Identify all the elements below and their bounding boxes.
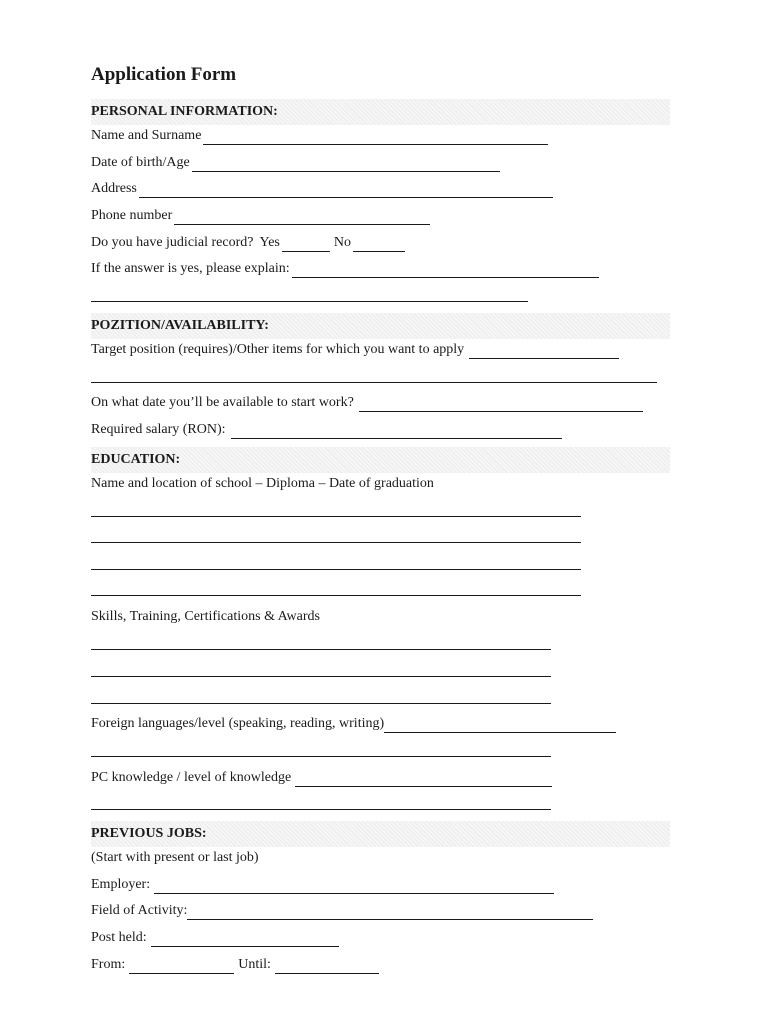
section-heading-jobs: PREVIOUS JOBS:: [91, 821, 670, 847]
start-date-row: [91, 394, 643, 412]
section-heading-personal: PERSONAL INFORMATION:: [91, 99, 670, 125]
explain-field[interactable]: [292, 263, 599, 278]
judicial-no-field[interactable]: [353, 237, 405, 252]
phone-row: [91, 207, 430, 225]
post-field[interactable]: [151, 932, 339, 947]
school-field-line-3[interactable]: [91, 569, 581, 570]
employer-field[interactable]: [154, 879, 554, 894]
period-row: [91, 956, 379, 974]
explain-label: If the answer is yes, please explain:: [91, 261, 290, 276]
explain-field-line-2[interactable]: [91, 301, 528, 302]
judicial-yes-field[interactable]: [282, 237, 330, 252]
field-row: [91, 902, 593, 920]
salary-field[interactable]: [231, 424, 562, 439]
address-field[interactable]: [139, 183, 553, 198]
until-label: Until:: [238, 957, 271, 972]
explain-row: [91, 260, 599, 278]
dob-field[interactable]: [192, 157, 500, 172]
judicial-yes-label: Yes: [259, 235, 280, 250]
name-row: [91, 127, 548, 145]
employer-row: [91, 876, 554, 894]
skills-row: [91, 608, 320, 626]
phone-field[interactable]: [174, 210, 430, 225]
languages-row: [91, 715, 616, 733]
phone-label: Phone number: [91, 208, 173, 223]
employer-label: Employer:: [91, 877, 151, 892]
school-label: Name and location of school – Diploma – Date of graduation: [91, 476, 434, 491]
school-field-line-1[interactable]: [91, 516, 581, 517]
salary-row: [91, 421, 562, 439]
field-label: Field of Activity:: [91, 903, 188, 918]
skills-field-line-3[interactable]: [91, 703, 551, 704]
start-date-label: On what date you’ll be available to start work?: [91, 395, 354, 410]
jobs-note: (Start with present or last job): [91, 850, 259, 865]
section-heading-position: POZITION/AVAILABILITY:: [91, 313, 670, 339]
pc-field-line-2[interactable]: [91, 809, 551, 810]
judicial-label: Do you have judicial record?: [91, 235, 254, 250]
form-title: Application Form: [91, 64, 237, 85]
target-row: [91, 341, 619, 359]
languages-field-line-2[interactable]: [91, 756, 551, 757]
dob-label: Date of birth/Age: [91, 155, 190, 170]
languages-field[interactable]: [384, 718, 616, 733]
name-label: Name and Surname: [91, 128, 202, 143]
name-field[interactable]: [203, 130, 548, 145]
school-field-line-4[interactable]: [91, 595, 581, 596]
skills-field-line-2[interactable]: [91, 676, 551, 677]
judicial-row: [91, 234, 405, 252]
pc-field[interactable]: [295, 772, 552, 787]
post-row: [91, 929, 339, 947]
target-field-line-2[interactable]: [91, 382, 657, 383]
judicial-no-label: No: [333, 235, 351, 250]
pc-label: PC knowledge / level of knowledge: [91, 770, 292, 785]
languages-label: Foreign languages/level (speaking, reading, writing): [91, 716, 385, 731]
skills-field-line-1[interactable]: [91, 649, 551, 650]
school-row: [91, 475, 434, 493]
salary-label: Required salary (RON):: [91, 422, 226, 437]
address-label: Address: [91, 181, 137, 196]
skills-label: Skills, Training, Certifications & Awards: [91, 609, 320, 624]
from-label: From:: [91, 957, 126, 972]
start-date-field[interactable]: [359, 397, 643, 412]
until-field[interactable]: [275, 959, 379, 974]
address-row: [91, 180, 553, 198]
target-label: Target position (requires)/Other items for which you want to apply: [91, 342, 465, 357]
jobs-note-row: [91, 849, 259, 867]
field-of-activity-field[interactable]: [187, 905, 593, 920]
school-field-line-2[interactable]: [91, 542, 581, 543]
pc-row: [91, 769, 552, 787]
from-field[interactable]: [129, 959, 234, 974]
target-field[interactable]: [469, 344, 619, 359]
section-heading-education: EDUCATION:: [91, 447, 670, 473]
post-label: Post held:: [91, 930, 147, 945]
dob-row: [91, 154, 500, 172]
